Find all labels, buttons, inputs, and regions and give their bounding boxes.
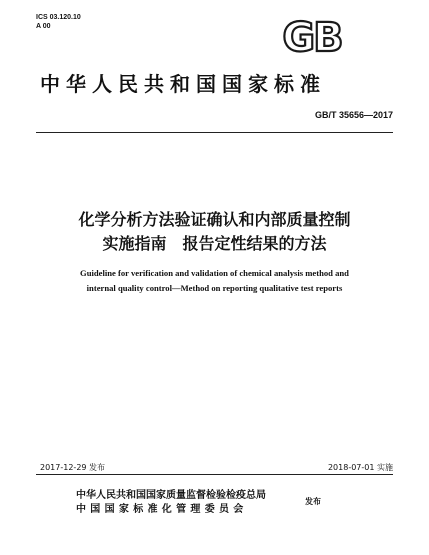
gb-logo-text: GB bbox=[282, 18, 342, 56]
issue-date: 2017-12-29 发布 bbox=[40, 463, 106, 472]
english-title-line-1: Guideline for verification and validation of chemical analysis method and bbox=[80, 268, 349, 278]
standard-number: GB/T 35656—2017 bbox=[314, 110, 393, 120]
ccs-code: A 00 bbox=[36, 23, 51, 30]
implementation-date: 2018-07-01 实施 bbox=[327, 463, 393, 472]
bottom-divider bbox=[36, 474, 393, 475]
chinese-title-line-2: 实施指南 报告定性结果的方法 bbox=[102, 234, 327, 253]
gb-logo-icon bbox=[281, 18, 343, 56]
classification-codes bbox=[36, 13, 81, 31]
issuer-line-2: 中国国家标准化管理委员会 bbox=[76, 504, 248, 515]
publish-label: 发布 bbox=[305, 497, 321, 506]
top-divider bbox=[36, 132, 393, 133]
ics-code: ICS 03.120.10 bbox=[36, 14, 81, 21]
national-standard-heading: 中华人民共和国国家标准 bbox=[40, 72, 326, 96]
chinese-title-line-1: 化学分析方法验证确认和内部质量控制 bbox=[78, 210, 351, 229]
english-title-line-2: internal quality control—Method on reporting qualitative test reports bbox=[86, 283, 343, 293]
issuer-line-1: 中华人民共和国国家质量监督检验检疫总局 bbox=[76, 490, 266, 501]
